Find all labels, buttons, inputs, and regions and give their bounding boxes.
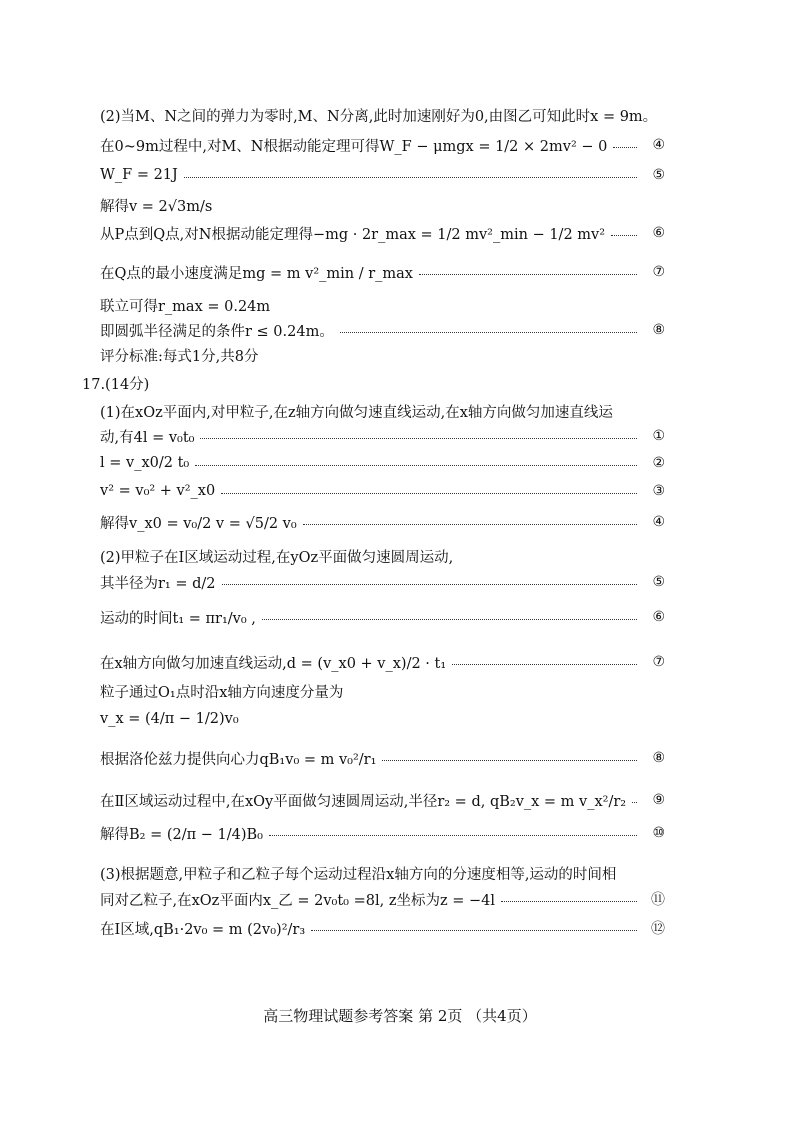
dot-leader: [262, 619, 637, 620]
dot-leader: [611, 235, 637, 236]
answer-line: [100, 160, 665, 190]
equation-number: ⑫: [651, 921, 665, 937]
equation-number: ⑩: [652, 825, 665, 841]
line-text: 解得v_x0 = v₀/2 v = √5/2 v₀: [100, 515, 297, 532]
answer-line: [100, 100, 665, 130]
answer-line: [82, 368, 647, 398]
equation-number: ⑪: [651, 892, 665, 908]
line-text: l = v_x0/2 t₀: [100, 455, 190, 471]
line-text: 即圆弧半径满足的条件r ≤ 0.24m。: [100, 323, 334, 340]
line-text: 解得v = 2√3m/s: [100, 198, 213, 215]
line-text: 在Q点的最小速度满足mg = m v²_min / r_max: [100, 265, 413, 282]
dot-leader: [221, 493, 637, 494]
dot-leader: [311, 930, 637, 931]
answer-line: [100, 602, 665, 632]
dot-leader: [501, 901, 637, 902]
line-text: 动,有4l = v₀t₀: [100, 429, 195, 446]
equation-number: ③: [652, 483, 665, 499]
line-text: 同对乙粒子,在xOz平面内x_乙 = 2v₀t₀ =8l, z坐标为z = −4l: [100, 892, 495, 909]
line-text: 从P点到Q点,对N根据动能定理得−mg · 2r_max = 1/2 mv²_min − 1/2 mv²: [100, 226, 606, 243]
line-text: v_x = (4/π − 1/2)v₀: [100, 711, 239, 727]
line-text: 17.(14分): [82, 376, 150, 393]
dot-leader: [200, 438, 637, 439]
equation-number: ⑧: [652, 322, 665, 338]
line-text: 在Ⅱ区域运动过程中,在xOy平面做匀速圆周运动,半径r₂ = d, qB₂v_x = m v_x²/r₂: [100, 793, 627, 810]
equation-number: ⑦: [652, 264, 665, 280]
line-text: 在x轴方向做匀加速直线运动,d = (v_x0 + v_x)/2 · t₁: [100, 655, 447, 672]
equation-number: ④: [652, 514, 665, 530]
line-text: (2)甲粒子在Ⅰ区域运动过程,在yOz平面做匀速圆周运动,: [100, 549, 454, 566]
page-footer: 高三物理试题参考答案 第 2页 （共4页）: [263, 1007, 537, 1025]
dot-leader: [452, 664, 637, 665]
equation-number: ⑧: [652, 750, 665, 766]
equation-number: ⑦: [652, 654, 665, 670]
answer-line: [100, 818, 665, 848]
dot-leader: [632, 802, 637, 803]
equation-number: ⑤: [652, 167, 665, 183]
answer-line: [100, 421, 665, 451]
dot-leader: [613, 147, 637, 148]
line-text: 根据洛伦兹力提供向心力qB₁v₀ = m v₀²/r₁: [100, 751, 377, 768]
dot-leader: [269, 835, 637, 836]
line-text: 联立可得r_max = 0.24m: [100, 298, 271, 315]
answer-line: [100, 676, 665, 706]
dot-leader: [382, 760, 637, 761]
dot-leader: [184, 177, 637, 178]
line-text: 运动的时间t₁ = πr₁/v₀ ,: [100, 610, 256, 627]
answer-line: [100, 218, 665, 248]
line-text: 解得B₂ = (2/π − 1/4)B₀: [100, 826, 263, 843]
answer-line: [100, 257, 665, 287]
answer-line: [100, 340, 665, 370]
equation-number: ⑥: [652, 225, 665, 241]
equation-number: ①: [652, 428, 665, 444]
equation-number: ②: [652, 455, 665, 471]
answer-line: [100, 448, 665, 478]
equation-number: ④: [652, 137, 665, 153]
dot-leader: [340, 332, 637, 333]
answer-line: [100, 647, 665, 677]
answer-line: [100, 130, 665, 160]
dot-leader: [195, 465, 637, 466]
line-text: 在0~9m过程中,对M、N根据动能定理可得W_F − μmgx = 1/2 × 2mv² − 0: [100, 138, 608, 155]
dot-leader: [303, 524, 637, 525]
answer-line: [100, 704, 665, 734]
equation-number: ⑤: [652, 574, 665, 590]
line-text: (3)根据题意,甲粒子和乙粒子每个运动过程沿x轴方向的分速度相等,运动的时间相: [100, 866, 617, 883]
answer-line: [100, 743, 665, 773]
answer-line: [100, 913, 665, 943]
line-text: 评分标准:每式1分,共8分: [100, 348, 259, 365]
dot-leader: [419, 274, 637, 275]
line-text: v² = v₀² + v²_x0: [100, 483, 216, 499]
answer-line: [100, 507, 665, 537]
answer-line: [100, 567, 665, 597]
equation-number: ⑥: [652, 609, 665, 625]
line-text: W_F = 21J: [100, 167, 178, 183]
line-text: (2)当M、N之间的弹力为零时,M、N分离,此时加速刚好为0,由图乙可知此时x = 9m。: [100, 108, 658, 125]
line-text: 粒子通过O₁点时沿x轴方向速度分量为: [100, 684, 344, 701]
equation-number: ⑨: [652, 792, 665, 808]
line-text: 其半径为r₁ = d/2: [100, 575, 216, 592]
answer-line: [100, 476, 665, 506]
dot-leader: [222, 584, 637, 585]
answer-line: [100, 884, 665, 914]
line-text: (1)在xOz平面内,对甲粒子,在z轴方向做匀速直线运动,在x轴方向做匀加速直线运: [100, 404, 613, 421]
answer-line: [100, 785, 665, 815]
answer-line: [100, 190, 665, 220]
line-text: 在Ⅰ区域,qB₁·2v₀ = m (2v₀)²/r₃: [100, 921, 306, 938]
